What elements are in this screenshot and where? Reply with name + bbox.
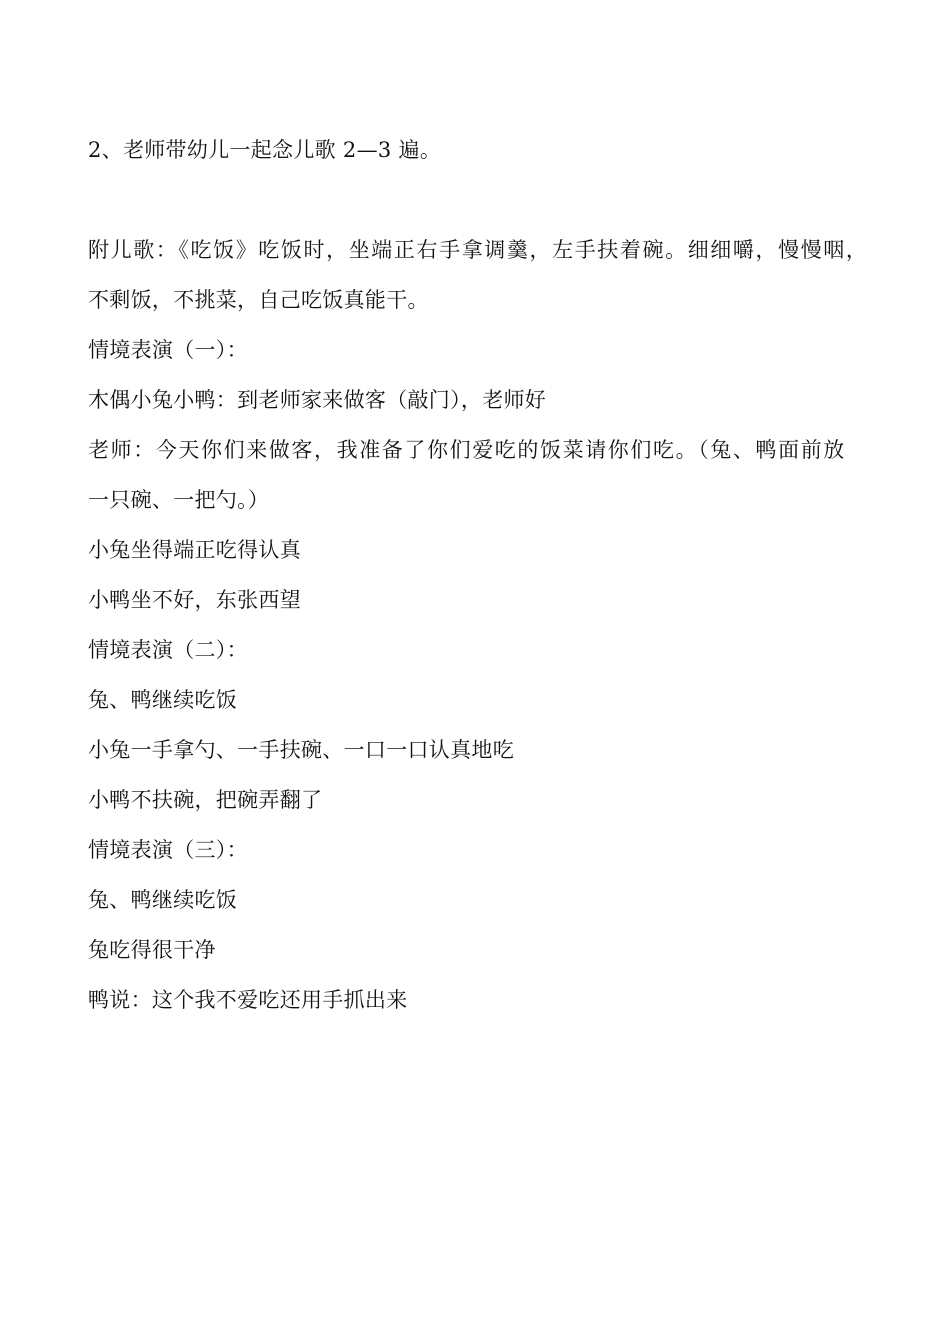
step-2-text: 2、老师带幼儿一起念儿歌 2—3 遍。 <box>88 138 442 162</box>
scene-1-line-4: 小兔坐得端正吃得认真 <box>88 538 301 562</box>
scene-2-line-1: 兔、鸭继续吃饭 <box>88 688 238 712</box>
scene-1-line-1: 木偶小兔小鸭：到老师家来做客（敲门），老师好 <box>88 388 547 412</box>
nursery-rhyme-line-1: 附儿歌：《吃饭》吃饭时，坐端正右手拿调羹，左手扶着碗。细细嚼，慢慢咽， <box>88 238 869 262</box>
nursery-rhyme-line-2: 不剩饭，不挑菜，自己吃饭真能干。 <box>88 288 429 312</box>
scene-1-line-5: 小鸭坐不好，东张西望 <box>88 588 301 612</box>
scene-2-heading: 情境表演（二）： <box>88 638 248 662</box>
scene-2-line-3: 小鸭不扶碗，把碗弄翻了 <box>88 788 323 812</box>
scene-2-line-2: 小兔一手拿勺、一手扶碗、一口一口认真地吃 <box>88 738 514 762</box>
scene-3-heading: 情境表演（三）： <box>88 838 248 862</box>
scene-1-line-3: 一只碗、一把勺。） <box>88 488 270 512</box>
scene-3-line-1: 兔、鸭继续吃饭 <box>88 888 238 912</box>
scene-1-heading: 情境表演（一）： <box>88 338 248 362</box>
scene-3-line-2: 兔吃得很干净 <box>88 938 216 962</box>
scene-1-line-2: 老师：今天你们来做客，我准备了你们爱吃的饭菜请你们吃。（兔、鸭面前放 <box>88 438 846 462</box>
scene-3-line-3: 鸭说：这个我不爱吃还用手抓出来 <box>88 988 408 1012</box>
